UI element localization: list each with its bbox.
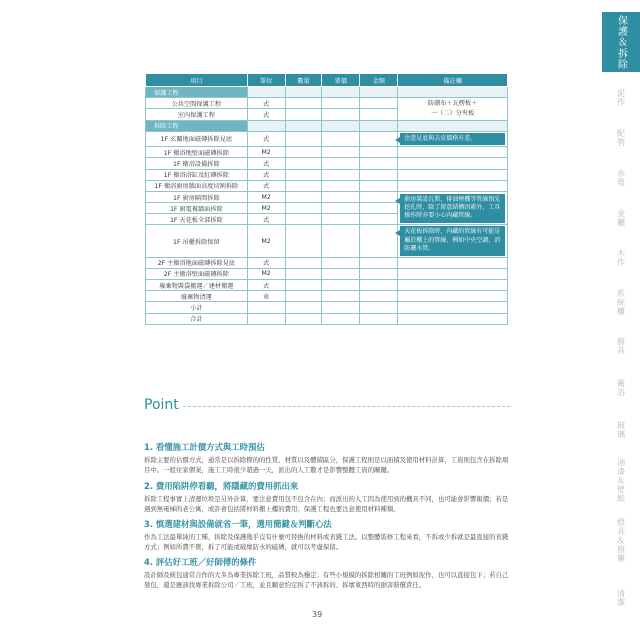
unit-cell: 式: [247, 98, 285, 109]
unit-cell: M2: [247, 268, 285, 279]
chapter-tab[interactable]: 廚具: [616, 337, 626, 355]
header-note: 備註欄: [398, 74, 508, 87]
table-row: [146, 191, 508, 202]
table-row: [146, 169, 508, 180]
table-cell: [285, 268, 322, 279]
table-cell: [322, 147, 360, 158]
table-cell: [285, 169, 322, 180]
table-category-row: [146, 87, 508, 98]
table-cell: [360, 191, 398, 202]
item-cell: 1F 衛浴設備拆除: [146, 158, 248, 169]
point-heading: 2. 費用陷阱停看聽，將隱藏的費用抓出來: [144, 481, 299, 491]
item-cell: 廢棄物裝袋搬運／建材搬運: [146, 280, 248, 291]
point-body: 設計師及統包通常合作的大多為專業拆除工班，品質較為穩定；有些小規模的拆除相關的工班例如泥作，也可以直接包下；若自己發包，還是應該找專業拆除公司／工班，並且願意約定拆了不該拆的、拆壞東西時的損害賠償責任。: [144, 571, 509, 589]
unit-cell: [247, 302, 285, 313]
header-qty: 數量: [285, 74, 322, 87]
table-cell: [285, 120, 322, 131]
item-cell: 1F 吊櫃拆除保留: [146, 225, 248, 257]
chapter-tab[interactable]: 系統櫃: [616, 288, 626, 316]
table-cell: [322, 214, 360, 225]
table-cell: [360, 120, 398, 131]
note-cell: [398, 98, 508, 120]
point-divider: [183, 406, 510, 407]
item-cell: 2F 主衛浴地面磁磚拆除見底: [146, 257, 248, 268]
unit-cell: M2: [247, 225, 285, 257]
table-body: [146, 87, 508, 325]
header-item: 項目: [146, 74, 248, 87]
item-cell: 室內保護工程: [146, 109, 248, 120]
note-cell: [398, 147, 508, 158]
category-label: 保護工程: [146, 87, 248, 98]
table-cell: [322, 109, 360, 120]
header-unit: 單位: [247, 74, 285, 87]
table-cell: [360, 280, 398, 291]
table-cell: [322, 87, 360, 98]
table-cell: [322, 302, 360, 313]
table-cell: [360, 268, 398, 279]
item-cell: 1F 天花板全部拆除: [146, 214, 248, 225]
chapter-tab[interactable]: 木作: [616, 249, 626, 267]
table-cell: [322, 313, 360, 324]
point-section-3: [144, 518, 512, 552]
note-cell: [398, 158, 508, 169]
chapter-tab[interactable]: 衛浴: [616, 379, 626, 397]
table-row: [146, 131, 508, 146]
item-cell: 1F 玄關地面磁磚拆除見底: [146, 131, 248, 146]
point-section-4: [144, 556, 512, 590]
table-cell: [360, 180, 398, 191]
unit-cell: M2: [247, 147, 285, 158]
note-cell: [398, 180, 508, 191]
table-header-row: [146, 74, 508, 87]
unit-cell: 式: [247, 214, 285, 225]
table-row: [146, 280, 508, 291]
table-row: [146, 257, 508, 268]
table-cell: [322, 203, 360, 214]
table-cell: [398, 87, 508, 98]
table-row: [146, 291, 508, 302]
chapter-tab[interactable]: 配管: [616, 129, 626, 147]
table-row: [146, 147, 508, 158]
table-cell: [360, 257, 398, 268]
table-row: [146, 98, 508, 109]
table-cell: [360, 302, 398, 313]
unit-cell: 車: [247, 291, 285, 302]
point-heading: 3. 慎選建材與設備就省一筆，選用簡鍵＆判斷心法: [144, 519, 332, 529]
table-cell: [285, 109, 322, 120]
item-cell: 1F 廚電視牆面拆除: [146, 203, 248, 214]
table-cell: [360, 131, 398, 146]
table-cell: [360, 203, 398, 214]
note-cell: [398, 225, 508, 257]
unit-cell: [247, 313, 285, 324]
table-cell: [247, 87, 285, 98]
table-cell: [285, 158, 322, 169]
table-cell: [322, 268, 360, 279]
page-number: 39: [312, 610, 323, 619]
table-cell: [322, 191, 360, 202]
table-row: [146, 313, 508, 324]
table-cell: [285, 131, 322, 146]
table-row: [146, 268, 508, 279]
header-price: 單價: [322, 74, 360, 87]
table-cell: [322, 257, 360, 268]
note-cell: [398, 268, 508, 279]
item-cell: 合計: [146, 313, 248, 324]
chapter-tab[interactable]: 泥作: [616, 89, 626, 107]
table-row: [146, 180, 508, 191]
table-cell: [322, 291, 360, 302]
unit-cell: 式: [247, 280, 285, 291]
table-cell: [247, 120, 285, 131]
note-callout: 注意見底與去皮價格有差。: [400, 133, 505, 145]
table-cell: [322, 158, 360, 169]
table-cell: [285, 98, 322, 109]
table-cell: [360, 225, 398, 257]
table-cell: [360, 313, 398, 324]
table-cell: [360, 158, 398, 169]
chapter-tab[interactable]: 水電: [616, 169, 626, 187]
chapter-tab-active[interactable]: 保護＆拆除: [602, 12, 640, 72]
note-callout: 天花板拆除時，內藏的管線有可能是屬於樓上的管線，例如中央空調、消防灑水管。: [400, 226, 505, 255]
unit-cell: M2: [247, 203, 285, 214]
table-cell: [285, 257, 322, 268]
table-category-row: [146, 120, 508, 131]
table-cell: [360, 87, 398, 98]
unit-cell: 式: [247, 131, 285, 146]
note-cell: [398, 302, 508, 313]
table-row: [146, 302, 508, 313]
item-cell: 1F 衛浴地壁面磁磚拆除: [146, 147, 248, 158]
note-callout: 廚房裝設瓦斯、排油煙機等管線預先挖孔時，除了留意結構因素外，工具操作時亦要小心內藏管線。: [400, 194, 505, 223]
header-amount: 金額: [360, 74, 398, 87]
table-cell: [360, 109, 398, 120]
table-cell: [322, 131, 360, 146]
point-section-1: [144, 441, 512, 475]
item-cell: 小計: [146, 302, 248, 313]
table-cell: [285, 313, 322, 324]
table-cell: [322, 180, 360, 191]
item-cell: 1F 衛浴浴缸及紅磚拆除: [146, 169, 248, 180]
point-title: Point: [144, 397, 179, 413]
unit-cell: 式: [247, 169, 285, 180]
table-row: [146, 158, 508, 169]
note-cell: [398, 280, 508, 291]
table-cell: [322, 169, 360, 180]
table-cell: [285, 291, 322, 302]
note-cell: [398, 169, 508, 180]
table-cell: [285, 180, 322, 191]
note-cell: [398, 313, 508, 324]
point-body: 拆除主要的估價方式，通常是以拆除標的的性質、材質以及體積區分，保護工程則是以面積及使用材料計算，工資則包含在拆除項目中。一般住家個案，施工工時很少超過一天，派出的人工數才是影響整體工資的關鍵。: [144, 456, 509, 474]
point-section-2: [144, 480, 512, 514]
table-cell: [322, 225, 360, 257]
table-cell: [360, 169, 398, 180]
table-cell: [285, 191, 322, 202]
table-cell: [285, 225, 322, 257]
table-cell: [360, 147, 398, 158]
unit-cell: 式: [247, 180, 285, 191]
chapter-tabs: [602, 0, 640, 640]
table-cell: [322, 280, 360, 291]
note-text: 防潮布＋瓦楞板＋ 一（二）分夾板: [427, 99, 478, 117]
point-heading: 1. 看懂施工計價方式與工時預估: [144, 442, 265, 452]
table-cell: [285, 203, 322, 214]
table-cell: [285, 87, 322, 98]
item-cell: 公共空間保護工程: [146, 98, 248, 109]
table-cell: [398, 120, 508, 131]
table-cell: [285, 302, 322, 313]
table-cell: [285, 147, 322, 158]
table-cell: [322, 120, 360, 131]
unit-cell: 式: [247, 109, 285, 120]
item-cell: 1F 衛浴廚房牆面高度切割拆除: [146, 180, 248, 191]
unit-cell: 式: [247, 158, 285, 169]
note-cell: [398, 291, 508, 302]
table-cell: [360, 291, 398, 302]
unit-cell: 式: [247, 257, 285, 268]
chapter-tab[interactable]: 玻璃: [616, 421, 626, 439]
chapter-tab[interactable]: 油漆＆壁紙: [616, 457, 626, 503]
item-cell: 1F 廚房隔間拆除: [146, 191, 248, 202]
table-row: [146, 225, 508, 257]
point-heading: 4. 評估好工班／好師傅的條件: [144, 557, 257, 567]
note-cell: [398, 257, 508, 268]
item-cell: 廢棄物清運: [146, 291, 248, 302]
point-body: 拆除工程事實上清運垃圾是另外計算，要注意費用包不包含在內；而派出的人工因為使用到的機具不同，也可能會影響報價；若是遇到無電梯的老公寓，或許會包括將材料搬上樓的費用；保護工程也要注意使用材料種類。: [144, 495, 509, 513]
note-cell: [398, 191, 508, 225]
note-cell: [398, 131, 508, 146]
chapter-tab[interactable]: 燈具＆窗簾: [616, 517, 626, 563]
point-body: 作為工法最單純的工種，拆除及保護幾乎沒有什麼可替換的材料或省錢工法。以整體裝修工程來看，不拆或少拆就是最直接的省錢方式；例如所費不貲，拆了可能或破壞防水的磁磚，就可以考慮保留。: [144, 533, 509, 551]
unit-cell: M2: [247, 191, 285, 202]
estimate-table: [145, 73, 508, 325]
table-cell: [322, 98, 360, 109]
chapter-tab[interactable]: 金屬: [616, 209, 626, 227]
table-cell: [285, 280, 322, 291]
table-cell: [360, 98, 398, 109]
category-label: 拆除工程: [146, 120, 248, 131]
chapter-tab[interactable]: 清潔: [616, 589, 626, 607]
item-cell: 2F 主衛浴壁面磁磚拆除: [146, 268, 248, 279]
table-cell: [360, 214, 398, 225]
table-cell: [285, 214, 322, 225]
